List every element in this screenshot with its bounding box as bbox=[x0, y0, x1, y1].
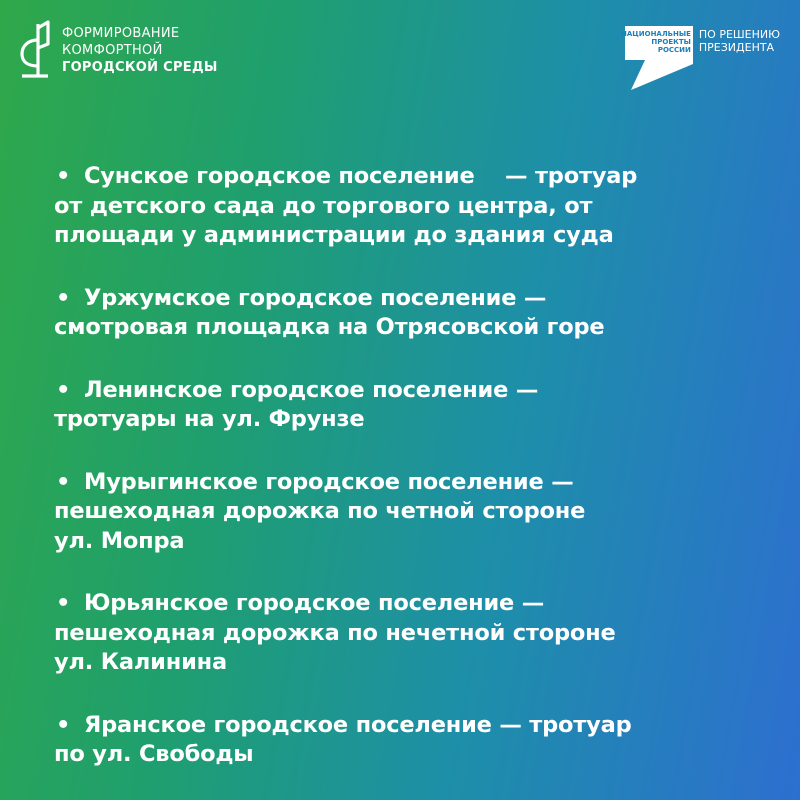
fks-logo-line-2: КОМФОРТНОЙ bbox=[62, 42, 163, 58]
list-item bbox=[54, 711, 774, 770]
item-line: пешеходная дорожка по нечетной стороне bbox=[54, 619, 616, 646]
national-projects-badge-text bbox=[621, 30, 691, 54]
item-line: площади у администрации до здания суда bbox=[54, 222, 614, 248]
item-line: Ленинское городское поселение — bbox=[84, 376, 539, 403]
list-item bbox=[54, 589, 774, 678]
bullet-icon: • bbox=[56, 284, 71, 311]
item-line: Юрьянское городское поселение — bbox=[84, 590, 545, 616]
bullet-icon: • bbox=[56, 590, 71, 616]
item-line: ул. Мопра bbox=[54, 527, 185, 554]
list-item bbox=[54, 162, 774, 251]
caption-line-2: ПРЕЗИДЕНТА bbox=[698, 41, 775, 54]
bullet-icon: • bbox=[56, 711, 71, 738]
item-line: Мурыгинское городское поселение — bbox=[84, 468, 574, 495]
item-line: Яранское городское поселение — тротуар bbox=[84, 711, 632, 738]
fks-logo-mark-icon bbox=[18, 18, 52, 82]
national-projects-caption bbox=[699, 26, 780, 54]
item-line: ул. Калинина bbox=[54, 649, 227, 675]
bullet-icon: • bbox=[56, 163, 71, 189]
settlement-list bbox=[54, 162, 774, 800]
item-line: Сунское городское поселение — тротуар bbox=[84, 163, 638, 189]
badge-line-2: ПРОЕКТЫ bbox=[651, 38, 691, 46]
fks-logo-line-1: ФОРМИРОВАНИЕ bbox=[62, 25, 180, 41]
item-line: Уржумское городское поселение — bbox=[84, 284, 547, 311]
badge-line-1: НАЦИОНАЛЬНЫЕ bbox=[620, 30, 691, 38]
bullet-icon: • bbox=[56, 376, 71, 403]
national-projects-logo bbox=[620, 26, 780, 90]
item-line: пешеходная дорожка по четной стороне bbox=[54, 498, 586, 524]
caption-line-1: ПО РЕШЕНИЮ bbox=[698, 28, 780, 41]
list-item bbox=[54, 376, 774, 435]
badge-line-3: РОССИИ bbox=[657, 46, 691, 54]
fks-logo bbox=[18, 18, 218, 82]
national-projects-badge-icon bbox=[620, 26, 693, 90]
bullet-icon: • bbox=[56, 468, 71, 495]
item-line: от детского сада до торгового центра, от bbox=[54, 192, 593, 219]
item-line: тротуары на ул. Фрунзе bbox=[54, 406, 365, 432]
fks-logo-line-3: ГОРОДСКОЙ СРЕДЫ bbox=[62, 59, 218, 75]
item-line: по ул. Свободы bbox=[54, 741, 254, 767]
list-item bbox=[54, 468, 774, 557]
list-item bbox=[54, 284, 774, 343]
fks-logo-text bbox=[62, 25, 218, 76]
item-line: смотровая площадка на Отрясовской горе bbox=[54, 314, 605, 340]
